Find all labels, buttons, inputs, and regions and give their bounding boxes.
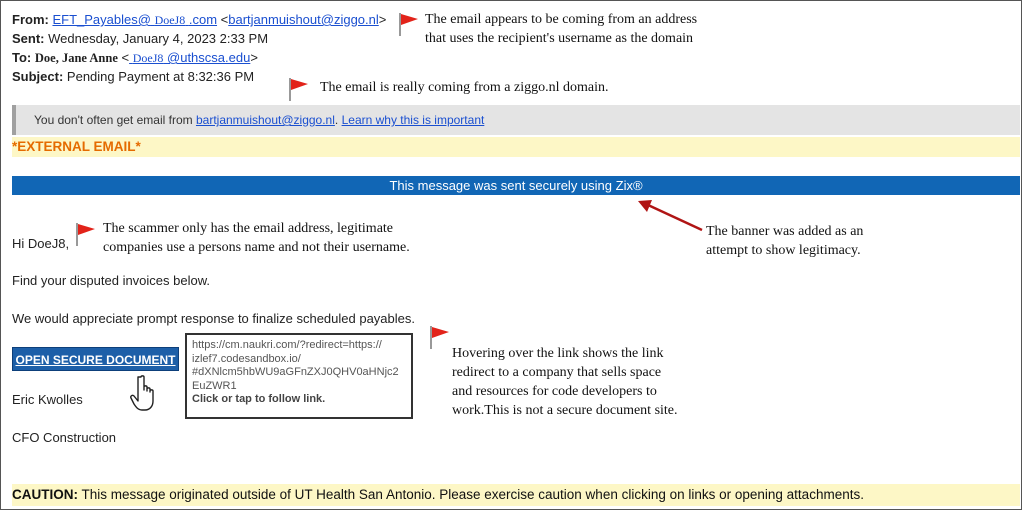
annotation-line: that uses the recipient's username as the domain bbox=[425, 31, 694, 46]
annotation-arrow bbox=[630, 196, 706, 236]
from-domain: .com bbox=[188, 12, 218, 27]
annotation-line: companies use a persons name and not their username. bbox=[103, 240, 410, 255]
hand-cursor-icon bbox=[126, 373, 160, 413]
to-label: To: bbox=[12, 50, 32, 65]
to-row bbox=[12, 50, 258, 66]
warning-period: . bbox=[334, 113, 339, 127]
from-display-link[interactable] bbox=[52, 12, 217, 27]
greeting: Hi DoeJ8, bbox=[12, 236, 70, 251]
annotation-line: The email is really coming from a ziggo.nl domain. bbox=[320, 80, 609, 95]
from-address-link[interactable]: bartjanmuishout@ziggo.nl bbox=[228, 12, 379, 27]
to-name: Doe, Jane Anne bbox=[34, 51, 118, 65]
to-close-bracket: > bbox=[250, 50, 258, 65]
sent-row bbox=[12, 31, 268, 46]
annotation-line: The banner was added as an bbox=[706, 224, 864, 239]
from-user: DoeJ8 bbox=[154, 13, 186, 27]
sender-warning-bar bbox=[12, 105, 1020, 135]
annotation-line: attempt to show legitimacy. bbox=[706, 243, 861, 258]
from-open-bracket: < bbox=[220, 12, 229, 27]
warning-text bbox=[34, 113, 484, 127]
open-secure-document-button[interactable]: OPEN SECURE DOCUMENT bbox=[12, 347, 179, 371]
caution-label: CAUTION: bbox=[12, 487, 78, 502]
tooltip-url-line: izlef7.codesandbox.io/ bbox=[192, 352, 301, 365]
signature-title: CFO Construction bbox=[12, 430, 117, 445]
annotation-line: redirect to a company that sells space bbox=[452, 365, 662, 380]
annotation-sender-domain bbox=[425, 10, 697, 48]
external-email-bar bbox=[12, 137, 1020, 157]
red-flag-icon bbox=[396, 11, 422, 37]
red-flag-icon bbox=[427, 324, 453, 350]
tooltip-url-line: https://cm.naukri.com/?redirect=https:// bbox=[192, 339, 382, 351]
tooltip-url-line: EuZWR1 bbox=[192, 379, 237, 392]
from-row bbox=[12, 12, 386, 28]
link-hover-tooltip bbox=[185, 333, 413, 419]
zix-secure-banner: This message was sent securely using Zix® bbox=[12, 176, 1020, 195]
body-line-2: We would appreciate prompt response to finalize scheduled payables. bbox=[12, 311, 415, 326]
from-close-bracket: > bbox=[378, 12, 387, 27]
subject-label: Subject: bbox=[12, 69, 64, 84]
external-email-label: *EXTERNAL EMAIL* bbox=[12, 139, 141, 154]
sent-label: Sent: bbox=[12, 31, 45, 46]
caution-text: This message originated outside of UT Health San Antonio. Please exercise caution when clicking on links or opening attachments. bbox=[81, 487, 864, 502]
to-user: DoeJ8 bbox=[132, 51, 164, 65]
to-open-bracket: < bbox=[121, 50, 130, 65]
annotation-line: The email appears to be coming from an address bbox=[425, 12, 698, 27]
to-address-link[interactable] bbox=[129, 50, 250, 65]
red-flag-icon bbox=[286, 76, 312, 102]
annotation-line: Hovering over the link shows the link bbox=[452, 346, 664, 361]
to-domain: @uthscsa.edu bbox=[167, 50, 251, 65]
warning-text-before: You don't often get email from bbox=[34, 113, 193, 127]
tooltip-url-line: #dXNlcm5hbWU9aGFnZXJ0QHV0aHNjc2 bbox=[192, 366, 399, 378]
learn-why-link[interactable]: Learn why this is important bbox=[341, 113, 485, 127]
annotation-username-greeting bbox=[103, 219, 410, 257]
annotation-line: The scammer only has the email address, legitimate bbox=[103, 221, 394, 236]
sent-value: Wednesday, January 4, 2023 2:33 PM bbox=[48, 31, 269, 46]
from-display: EFT_Payables@ bbox=[52, 12, 151, 27]
annotation-banner-legitimacy bbox=[706, 222, 863, 260]
body-line-1: Find your disputed invoices below. bbox=[12, 273, 211, 288]
red-flag-icon bbox=[73, 221, 99, 247]
annotation-ziggo-domain bbox=[320, 78, 608, 97]
signature-name: Eric Kwolles bbox=[12, 392, 83, 407]
warning-sender-link[interactable]: bartjanmuishout@ziggo.nl bbox=[195, 113, 335, 127]
subject-value: Pending Payment at 8:32:36 PM bbox=[66, 69, 255, 84]
caution-bar bbox=[12, 484, 1020, 506]
annotation-line: and resources for code developers to bbox=[452, 384, 657, 399]
tooltip-follow-hint: Click or tap to follow link. bbox=[192, 393, 326, 405]
annotation-line: work.This is not a secure document site. bbox=[452, 403, 678, 418]
subject-row bbox=[12, 69, 254, 84]
annotation-link-redirect bbox=[452, 344, 678, 420]
from-label: From: bbox=[12, 12, 49, 27]
